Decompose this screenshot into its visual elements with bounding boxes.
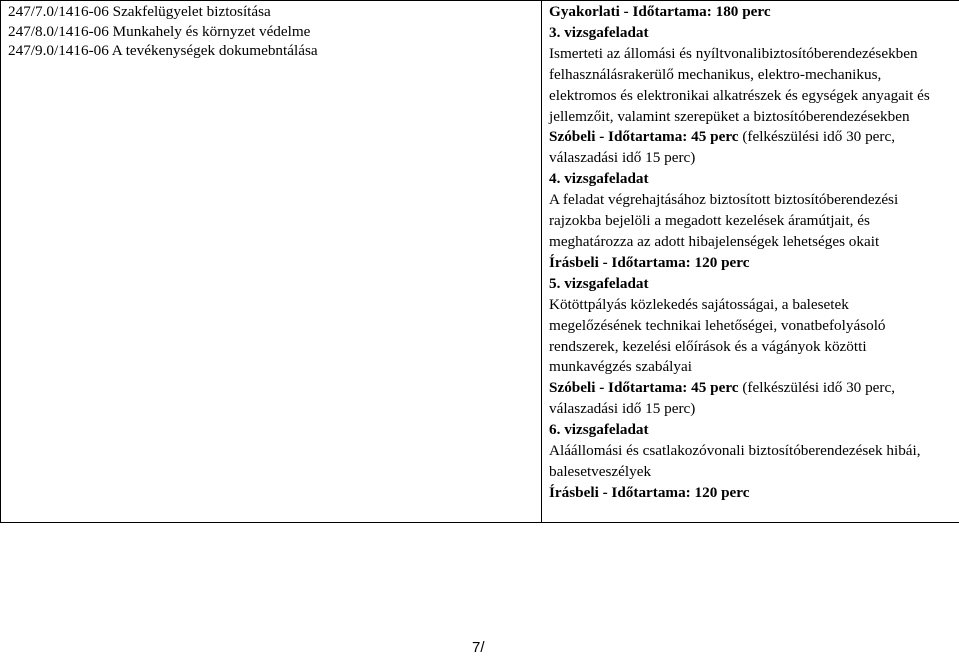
module-line: 247/9.0/1416-06 A tevékenységek dokumebntálása — [8, 42, 318, 59]
task-3-desc-line: elektromos és elektronikai alkatrészek és egységek anyagait és — [549, 86, 930, 104]
task-4-desc-line: rajzokba bejelöli a megadott kezelések áramútjait, és — [549, 212, 870, 230]
task-6-desc-line: balesetveszélyek — [549, 462, 652, 480]
page-number: 7/ — [472, 639, 485, 656]
task-3-title: 3. vizsgafeladat — [549, 23, 649, 41]
task-5-desc-line: Kötöttpályás közlekedés sajátosságai, a balesetek — [549, 295, 849, 313]
task-4-title: 4. vizsgafeladat — [549, 170, 649, 188]
exam-tasks-cell — [542, 1, 959, 523]
task-6-title: 6. vizsgafeladat — [549, 421, 649, 439]
task-5-title: 5. vizsgafeladat — [549, 274, 649, 292]
practical-duration-header: Gyakorlati - Időtartama: 180 perc — [549, 3, 771, 20]
module-list-cell — [1, 1, 542, 523]
task-5-duration-bold: Szóbeli - Időtartama: 45 perc — [549, 379, 739, 397]
task-3-duration-cont: válaszadási idő 15 perc) — [549, 149, 696, 167]
task-3-desc-line: jellemzőit, valamint szerepüket a biztosítóberendezésekben — [549, 107, 910, 125]
module-line: 247/8.0/1416-06 Munkahely és környzet védelme — [8, 22, 311, 40]
task-5-desc-line: munkavégzés szabályai — [549, 358, 692, 376]
module-line: 247/7.0/1416-06 Szakfelügyelet biztosítása — [8, 3, 271, 20]
task-5-duration — [549, 378, 959, 399]
task-6-duration: Írásbeli - Időtartama: 120 perc — [549, 483, 750, 501]
table-row — [1, 1, 959, 523]
task-4-desc-line: A feladat végrehajtásához biztosított biztosítóberendezési — [549, 191, 899, 209]
task-5-desc-line: megelőzésének technikai lehetőségei, vonatbefolyásoló — [549, 316, 886, 334]
task-5-duration-rest: (felkészülési idő 30 perc, — [738, 379, 896, 397]
task-3-duration-rest: (felkészülési idő 30 perc, — [738, 128, 896, 146]
task-4-desc-line: meghatározza az adott hibajelenségek lehetséges okait — [549, 232, 880, 250]
task-6-desc-line: Aláállomási és csatlakozóvonali biztosítóberendezések hibái, — [549, 442, 921, 460]
task-4-duration: Írásbeli - Időtartama: 120 perc — [549, 253, 750, 271]
task-5-desc-line: rendszerek, kezelési előírások és a vágányok közötti — [549, 337, 867, 355]
task-3-duration-bold: Szóbeli - Időtartama: 45 perc — [549, 128, 739, 146]
task-5-duration-cont: válaszadási idő 15 perc) — [549, 400, 696, 418]
task-3-desc-line: felhasználásrakerülő mechanikus, elektro-mechanikus, — [549, 65, 882, 83]
task-3-duration — [549, 127, 959, 148]
task-3-desc-line: Ismerteti az állomási és nyíltvonalibiztosítóberendezésekben — [549, 44, 918, 62]
